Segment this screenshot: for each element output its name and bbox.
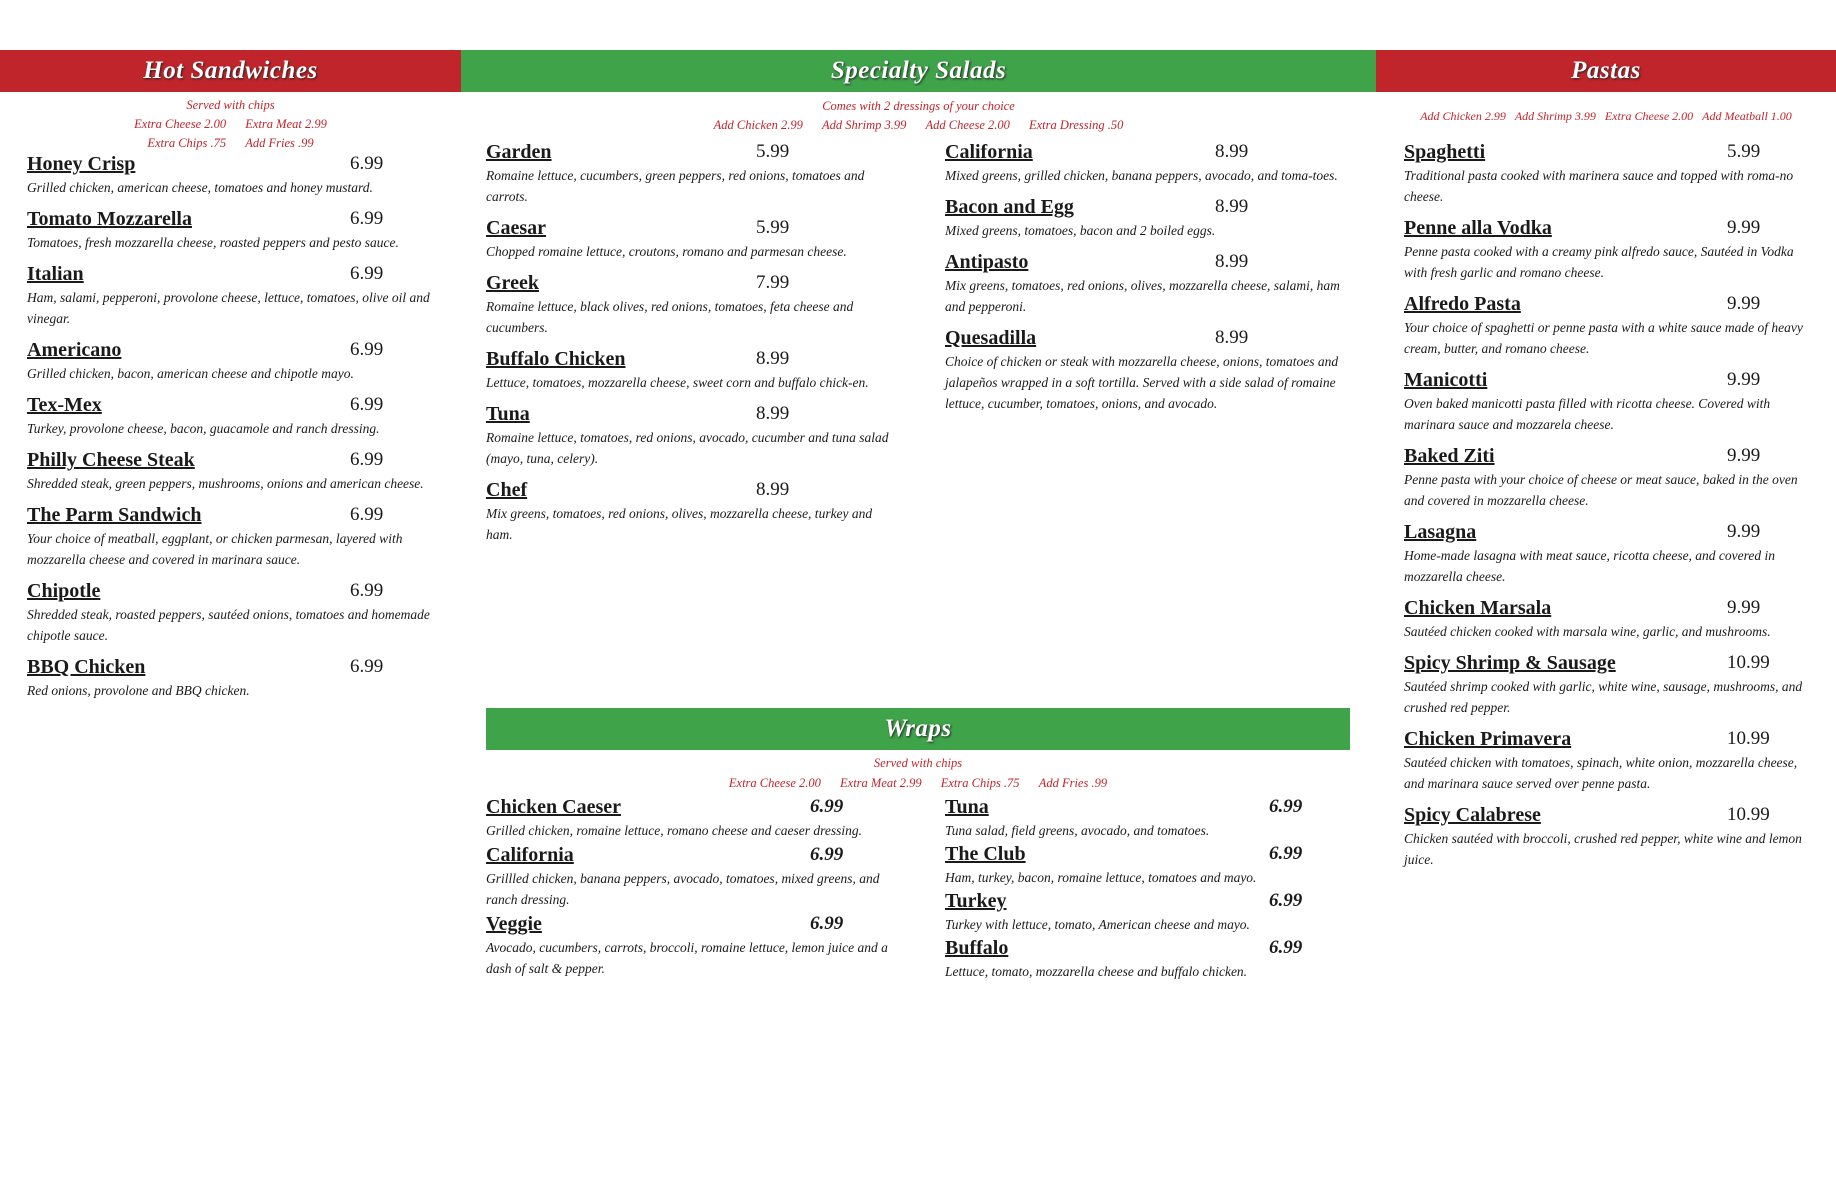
menu-item-price: 6.99 <box>350 580 384 601</box>
menu-item-name: Baked Ziti <box>1404 445 1495 467</box>
menu-item <box>27 504 437 570</box>
wraps-note <box>486 753 1350 793</box>
note-text: Add Chicken 2.99 <box>1420 109 1506 123</box>
menu-item-name: Chef <box>486 479 528 501</box>
menu-item-description: Lettuce, tomatoes, mozzarella cheese, sweet corn and buffalo chick-en. <box>486 375 869 390</box>
menu-item-description: Mix greens, tomatoes, red onions, olives, mozzarella cheese, salami, ham and pepperoni. <box>945 278 1340 314</box>
menu-item <box>945 796 1325 841</box>
menu-item <box>27 208 437 253</box>
menu-item <box>1404 293 1814 359</box>
menu-item-price: 6.99 <box>1269 796 1303 817</box>
menu-item-name: Buffalo <box>945 937 1009 959</box>
note-text: Add Shrimp 3.99 <box>822 118 907 132</box>
note-text: Add Shrimp 3.99 <box>1514 109 1596 123</box>
menu-item <box>486 348 891 393</box>
menu-item-name: Tomato Mozzarella <box>27 208 192 230</box>
menu-item-description: Avocado, cucumbers, carrots, broccoli, romaine lettuce, lemon juice and a dash of salt & pepper. <box>486 940 888 976</box>
pastas-banner <box>1376 50 1836 92</box>
menu-item-price: 5.99 <box>756 141 790 162</box>
menu-item-description: Shredded steak, roasted peppers, sautéed onions, tomatoes and homemade chipotle sauce. <box>27 607 430 643</box>
hot-sandwiches-list <box>27 153 437 711</box>
menu-item <box>945 327 1350 414</box>
menu-item-price: 6.99 <box>810 796 844 817</box>
note-line <box>486 773 1350 793</box>
pastas-list <box>1404 141 1814 880</box>
menu-item <box>1404 141 1814 207</box>
menu-item-price: 8.99 <box>1215 196 1249 217</box>
menu-item <box>1404 369 1814 435</box>
menu-item-price: 9.99 <box>1727 521 1761 542</box>
menu-item-name: BBQ Chicken <box>27 656 146 678</box>
menu-item-description: Sautéed shrimp cooked with garlic, white wine, sausage, mushrooms, and crushed red pepper. <box>1404 679 1803 715</box>
menu-item-price: 6.99 <box>350 449 384 470</box>
menu-item-name: Penne alla Vodka <box>1404 217 1552 239</box>
menu-item-name: Greek <box>486 272 539 294</box>
menu-item-price: 9.99 <box>1727 445 1761 466</box>
menu-item <box>945 937 1325 982</box>
menu-item-name: Philly Cheese Steak <box>27 449 195 471</box>
menu-item-price: 10.99 <box>1727 728 1770 749</box>
note-text: Extra Meat 2.99 <box>840 776 922 790</box>
menu-item <box>486 479 891 545</box>
note-text: Add Meatball 1.00 <box>1702 109 1792 123</box>
menu-item-description: Mix greens, tomatoes, red onions, olives, mozzarella cheese, turkey and ham. <box>486 506 873 542</box>
menu-item-price: 8.99 <box>756 479 790 500</box>
menu-item-name: Chicken Caeser <box>486 796 621 818</box>
menu-item-price: 6.99 <box>1269 843 1303 864</box>
menu-item-name: California <box>945 141 1033 163</box>
menu-item-name: Chicken Primavera <box>1404 728 1572 750</box>
menu-item-description: Red onions, provolone and BBQ chicken. <box>27 683 250 698</box>
menu-item-price: 10.99 <box>1727 652 1770 673</box>
specialty-salads-right-list <box>945 141 1350 424</box>
menu-item <box>945 141 1350 186</box>
menu-item-name: Chicken Marsala <box>1404 597 1552 619</box>
menu-item-name: Manicotti <box>1404 369 1488 391</box>
menu-item-name: Antipasto <box>945 251 1029 273</box>
menu-item <box>27 449 437 494</box>
menu-item-price: 6.99 <box>350 339 384 360</box>
menu-item-price: 6.99 <box>810 913 844 934</box>
menu-item-description: Penne pasta cooked with a creamy pink alfredo sauce, Sautéed in Vodka with fresh garlic and romano cheese. <box>1404 244 1794 280</box>
note-text: Extra Cheese 2.00 <box>1604 109 1694 123</box>
menu-item-description: Romaine lettuce, black olives, red onions, tomatoes, feta cheese and cucumbers. <box>486 299 854 335</box>
note-text: Extra Meat 2.99 <box>245 117 327 131</box>
menu-item <box>27 153 437 198</box>
wraps-right-list <box>945 796 1325 984</box>
menu-item-price: 5.99 <box>756 217 790 238</box>
menu-item-description: Lettuce, tomato, mozzarella cheese and buffalo chicken. <box>945 964 1248 979</box>
menu-item-description: Turkey, provolone cheese, bacon, guacamole and ranch dressing. <box>27 421 380 436</box>
menu-item <box>1404 728 1814 794</box>
note-text: Add Chicken 2.99 <box>713 118 803 132</box>
menu-item-description: Oven baked manicotti pasta filled with ricotta cheese. Covered with marinara sauce and mozzarela cheese. <box>1404 396 1771 432</box>
menu-item-description: Tuna salad, field greens, avocado, and tomatoes. <box>945 823 1210 838</box>
menu-item <box>486 913 891 979</box>
menu-item-price: 6.99 <box>350 504 384 525</box>
note-line <box>0 115 461 134</box>
menu-item-price: 10.99 <box>1727 804 1770 825</box>
menu-item-name: The Club <box>945 843 1026 865</box>
menu-item-price: 6.99 <box>810 844 844 865</box>
hot-sandwiches-note <box>0 96 461 153</box>
menu-item-description: Sautéed chicken cooked with marsala wine, garlic, and mushrooms. <box>1404 624 1771 639</box>
menu-item-name: Spaghetti <box>1404 141 1486 163</box>
menu-item-description: Ham, turkey, bacon, romaine lettuce, tomatoes and mayo. <box>945 870 1257 885</box>
menu-item-description: Turkey with lettuce, tomato, American cheese and mayo. <box>945 917 1250 932</box>
menu-item-name: Alfredo Pasta <box>1404 293 1521 315</box>
menu-item-name: Tuna <box>945 796 989 818</box>
specialty-salads-note <box>461 97 1376 135</box>
menu-item-name: Bacon and Egg <box>945 196 1074 218</box>
menu-item-description: Mixed greens, tomatoes, bacon and 2 boiled eggs. <box>945 223 1216 238</box>
menu-item <box>945 196 1350 241</box>
menu-item <box>27 394 437 439</box>
menu-item-name: Americano <box>27 339 122 361</box>
menu-item-price: 6.99 <box>1269 937 1303 958</box>
menu-item <box>1404 652 1814 718</box>
menu-item-price: 9.99 <box>1727 293 1761 314</box>
menu-item <box>1404 804 1814 870</box>
menu-item-price: 6.99 <box>1269 890 1303 911</box>
menu-item-description: Ham, salami, pepperoni, provolone cheese, lettuce, tomatoes, olive oil and vinegar. <box>27 290 430 326</box>
wraps-banner <box>486 708 1350 750</box>
menu-item-description: Grilled chicken, bacon, american cheese and chipotle mayo. <box>27 366 354 381</box>
menu-item-price: 6.99 <box>350 394 384 415</box>
note-text: Add Fries .99 <box>245 136 314 150</box>
menu-item-description: Grillled chicken, banana peppers, avocado, tomatoes, mixed greens, and ranch dressing. <box>486 871 880 907</box>
menu-item-name: Garden <box>486 141 552 163</box>
menu-item <box>1404 445 1814 511</box>
menu-item <box>486 796 891 841</box>
menu-item-price: 8.99 <box>1215 327 1249 348</box>
menu-item-description: Grilled chicken, romaine lettuce, romano cheese and caeser dressing. <box>486 823 863 838</box>
menu-item <box>27 656 437 701</box>
menu-item-description: Choice of chicken or steak with mozzarella cheese, onions, tomatoes and jalapeños wrapped in a soft tortilla. Served with a side salad of romaine lettuce, cucumber, tomatoes, onions, and avocado. <box>945 354 1339 411</box>
menu-item-description: Tomatoes, fresh mozzarella cheese, roasted peppers and pesto sauce. <box>27 235 399 250</box>
menu-item <box>945 890 1325 935</box>
note-line: Comes with 2 dressings of your choice <box>822 99 1015 113</box>
menu-item-name: Lasagna <box>1404 521 1477 543</box>
menu-item-description: Romaine lettuce, cucumbers, green peppers, red onions, tomatoes and carrots. <box>486 168 865 204</box>
menu-item-price: 8.99 <box>756 403 790 424</box>
menu-item-price: 8.99 <box>756 348 790 369</box>
menu-item <box>27 263 437 329</box>
menu-item <box>945 251 1350 317</box>
note-text: Extra Cheese 2.00 <box>134 117 227 131</box>
specialty-salads-left-list <box>486 141 891 555</box>
menu-item-name: Tex-Mex <box>27 394 102 416</box>
menu-item <box>486 272 891 338</box>
wraps-title: Wraps <box>884 715 952 742</box>
wraps-left-list <box>486 796 891 982</box>
menu-item-description: Shredded steak, green peppers, mushrooms, onions and american cheese. <box>27 476 424 491</box>
menu-item <box>27 339 437 384</box>
menu-item-name: Italian <box>27 263 84 285</box>
note-line <box>461 116 1376 135</box>
menu-item <box>1404 597 1814 642</box>
menu-item-price: 5.99 <box>1727 141 1761 162</box>
note-line: Served with chips <box>186 98 275 112</box>
menu-item-name: Spicy Shrimp & Sausage <box>1404 652 1616 674</box>
note-text: Add Cheese 2.00 <box>925 118 1010 132</box>
menu-item-price: 9.99 <box>1727 217 1761 238</box>
note-text: Extra Cheese 2.00 <box>728 776 821 790</box>
menu-item-name: The Parm Sandwich <box>27 504 202 526</box>
note-line: Served with chips <box>873 756 963 770</box>
menu-item-price: 6.99 <box>350 208 384 229</box>
menu-item-description: Mixed greens, grilled chicken, banana peppers, avocado, and toma-toes. <box>945 168 1338 183</box>
pastas-title: Pastas <box>1571 57 1641 84</box>
menu-item-name: Buffalo Chicken <box>486 348 626 370</box>
menu-item-price: 6.99 <box>350 656 384 677</box>
menu-item-price: 6.99 <box>350 153 384 174</box>
pastas-note <box>1376 109 1836 124</box>
menu-item-price: 9.99 <box>1727 597 1761 618</box>
menu-item-price: 9.99 <box>1727 369 1761 390</box>
menu-item <box>1404 217 1814 283</box>
menu-item-name: Honey Crisp <box>27 153 136 175</box>
specialty-salads-title: Specialty Salads <box>830 57 1007 84</box>
menu-item-description: Chicken sautéed with broccoli, crushed red pepper, white wine and lemon juice. <box>1404 831 1802 867</box>
menu-item-name: Chipotle <box>27 580 101 602</box>
menu-item-price: 7.99 <box>756 272 790 293</box>
menu-item-description: Penne pasta with your choice of cheese or meat sauce, baked in the oven and covered in mozzarella cheese. <box>1404 472 1798 508</box>
note-text: Add Fries .99 <box>1038 776 1108 790</box>
menu-item-description: Sautéed chicken with tomatoes, spinach, white onion, mozzarella cheese, and marinara sauce served over penne pasta. <box>1404 755 1798 791</box>
menu-item-price: 8.99 <box>1215 141 1249 162</box>
note-text: Extra Chips .75 <box>940 776 1020 790</box>
menu-item-description: Chopped romaine lettuce, croutons, romano and parmesan cheese. <box>486 244 847 259</box>
menu-item-name: California <box>486 844 574 866</box>
note-text: Extra Dressing .50 <box>1029 118 1124 132</box>
menu-item <box>27 580 437 646</box>
note-line <box>0 134 461 153</box>
menu-item-description: Traditional pasta cooked with marinera sauce and topped with roma-no cheese. <box>1404 168 1794 204</box>
menu-item-name: Quesadilla <box>945 327 1037 349</box>
menu-item <box>945 843 1325 888</box>
menu-item-description: Grilled chicken, american cheese, tomatoes and honey mustard. <box>27 180 373 195</box>
menu-item-name: Tuna <box>486 403 530 425</box>
menu-item <box>486 844 891 910</box>
menu-item-name: Spicy Calabrese <box>1404 804 1541 826</box>
menu-item-name: Turkey <box>945 890 1007 912</box>
menu-item-description: Home-made lasagna with meat sauce, ricotta cheese, and covered in mozzarella cheese. <box>1404 548 1776 584</box>
hot-sandwiches-banner <box>0 50 461 92</box>
menu-item <box>1404 521 1814 587</box>
menu-item-name: Caesar <box>486 217 546 239</box>
hot-sandwiches-title: Hot Sandwiches <box>143 57 318 84</box>
note-text: Extra Chips .75 <box>147 136 227 150</box>
menu-item-description: Your choice of meatball, eggplant, or chicken parmesan, layered with mozzarella cheese and covered in marinara sauce. <box>27 531 403 567</box>
menu-item <box>486 217 891 262</box>
menu-item-description: Romaine lettuce, tomatoes, red onions, avocado, cucumber and tuna salad (mayo, tuna, celery). <box>486 430 889 466</box>
menu-item-price: 8.99 <box>1215 251 1249 272</box>
menu-item-price: 6.99 <box>350 263 384 284</box>
specialty-salads-banner <box>461 50 1376 92</box>
menu-item-name: Veggie <box>486 913 542 935</box>
menu-item <box>486 141 891 207</box>
menu-item <box>486 403 891 469</box>
menu-item-description: Your choice of spaghetti or penne pasta with a white sauce made of heavy cream, butter, and romano cheese. <box>1404 320 1803 356</box>
